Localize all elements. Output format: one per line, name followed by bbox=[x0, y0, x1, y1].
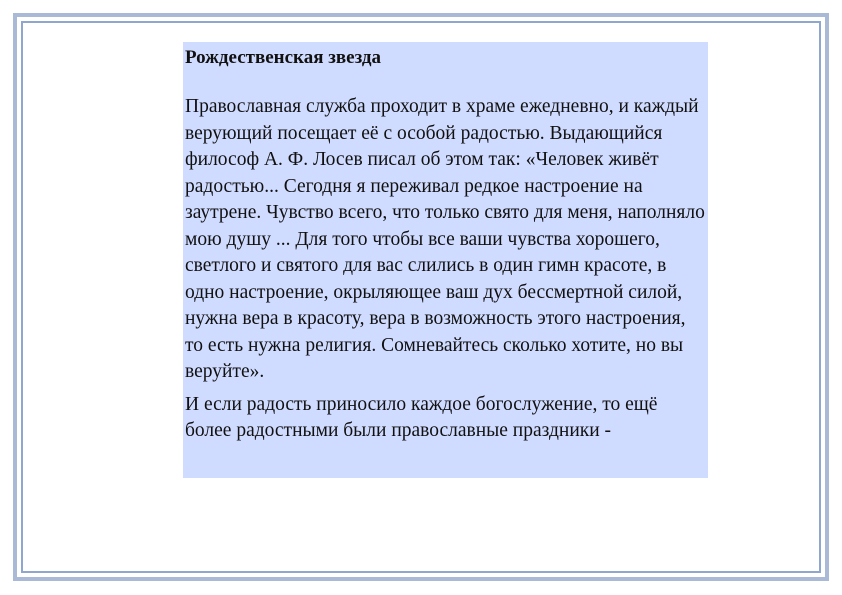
document-heading: Рождественская звезда bbox=[185, 47, 381, 68]
paragraph-2: И если радость приносило каждое богослужение, то ещё более радостными были православные праздники - bbox=[185, 393, 658, 441]
paragraph-1: Православная служба проходит в храме ежедневно, и каждый верующий посещает её с особой радостью. Выдающийся философ А. Ф. Лосев писал об этом так: «Человек живёт радостью... Сегодня я переживал редкое настроение на заутрене. Чувство всего, что только свято для меня, наполняло мою душу ... Для того чтобы все ваши чувства хорошего, светлого и святого для вас слились в один гимн красоте, в одно настроение, окрыляющее ваш дух бессмертной силой, нужна вера в красоту, вера в возможность этого настроения, то есть нужна религия. Сомневайтесь сколько хотите, но вы веруйте». bbox=[185, 96, 705, 382]
text-box[interactable] bbox=[183, 42, 708, 478]
heading-spacer bbox=[185, 70, 706, 94]
